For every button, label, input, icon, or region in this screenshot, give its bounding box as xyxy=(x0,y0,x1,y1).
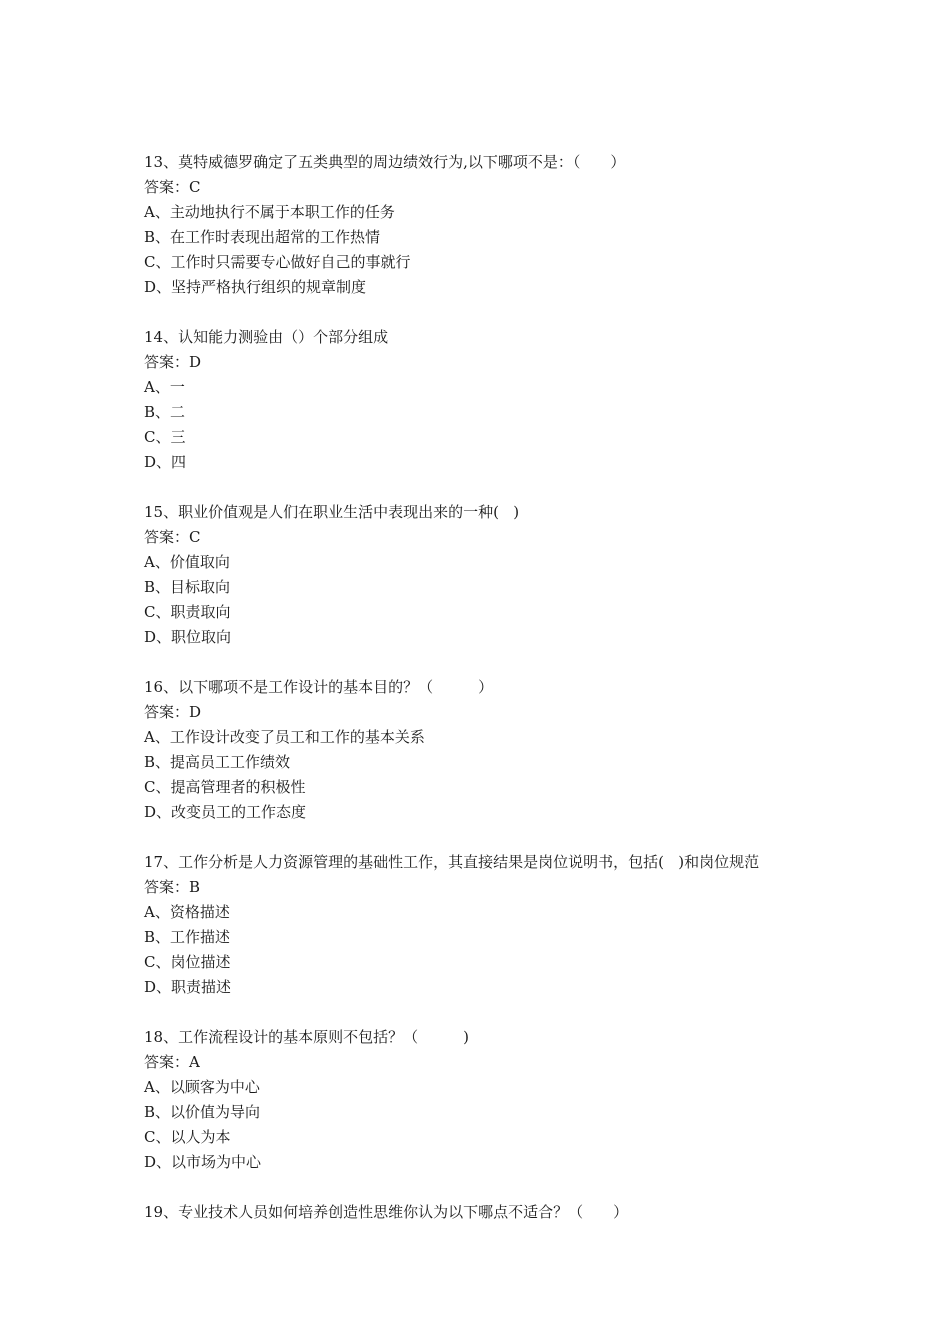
option-line: B、以价值为导向 xyxy=(144,1103,261,1121)
option-line: B、在工作时表现出超常的工作热情 xyxy=(144,228,381,246)
option-line: A、价值取向 xyxy=(144,553,230,571)
question-block xyxy=(144,675,824,825)
option-line: B、目标取向 xyxy=(144,578,231,596)
option-line: B、工作描述 xyxy=(144,928,231,946)
option-line: C、岗位描述 xyxy=(144,953,231,971)
question-stem: 13、莫特威德罗确定了五类典型的周边绩效行为,以下哪项不是：（ ） xyxy=(144,153,626,171)
question-block xyxy=(144,500,824,650)
answer-line: 答案：D xyxy=(144,353,202,371)
answer-line: 答案：A xyxy=(144,1053,200,1071)
question-block xyxy=(144,150,824,300)
option-line: A、一 xyxy=(144,378,185,396)
question-block xyxy=(144,1200,824,1225)
option-line: B、二 xyxy=(144,403,186,421)
option-line: D、职位取向 xyxy=(144,628,232,646)
option-line: A、资格描述 xyxy=(144,903,230,921)
option-line: D、四 xyxy=(144,453,187,471)
question-block xyxy=(144,325,824,475)
option-line: D、职责描述 xyxy=(144,978,232,996)
question-stem: 14、认知能力测验由（）个部分组成 xyxy=(144,328,389,346)
option-line: D、改变员工的工作态度 xyxy=(144,803,307,821)
option-line: A、主动地执行不属于本职工作的任务 xyxy=(144,203,395,221)
answer-line: 答案：C xyxy=(144,178,201,196)
option-line: A、工作设计改变了员工和工作的基本关系 xyxy=(144,728,425,746)
question-stem: 15、职业价值观是人们在职业生活中表现出来的一种( ) xyxy=(144,503,520,521)
option-line: C、提高管理者的积极性 xyxy=(144,778,306,796)
answer-line: 答案：D xyxy=(144,703,202,721)
document-body xyxy=(144,150,824,1250)
question-stem: 16、以下哪项不是工作设计的基本目的？（ ） xyxy=(144,678,494,696)
question-block xyxy=(144,1025,824,1175)
option-line: C、以人为本 xyxy=(144,1128,231,1146)
option-line: C、工作时只需要专心做好自己的事就行 xyxy=(144,253,411,271)
option-line: B、提高员工工作绩效 xyxy=(144,753,291,771)
option-line: C、三 xyxy=(144,428,186,446)
question-stem: 18、工作流程设计的基本原则不包括？（ ) xyxy=(144,1028,469,1046)
option-line: A、以顾客为中心 xyxy=(144,1078,260,1096)
answer-line: 答案：B xyxy=(144,878,201,896)
option-line: D、坚持严格执行组织的规章制度 xyxy=(144,278,367,296)
question-block xyxy=(144,850,824,1000)
option-line: D、以市场为中心 xyxy=(144,1153,262,1171)
question-stem: 19、专业技术人员如何培养创造性思维你认为以下哪点不适合？（ ） xyxy=(144,1203,629,1221)
question-stem: 17、工作分析是人力资源管理的基础性工作，其直接结果是岗位说明书，包括( )和岗位规范 xyxy=(144,853,760,871)
option-line: C、职责取向 xyxy=(144,603,231,621)
answer-line: 答案：C xyxy=(144,528,201,546)
